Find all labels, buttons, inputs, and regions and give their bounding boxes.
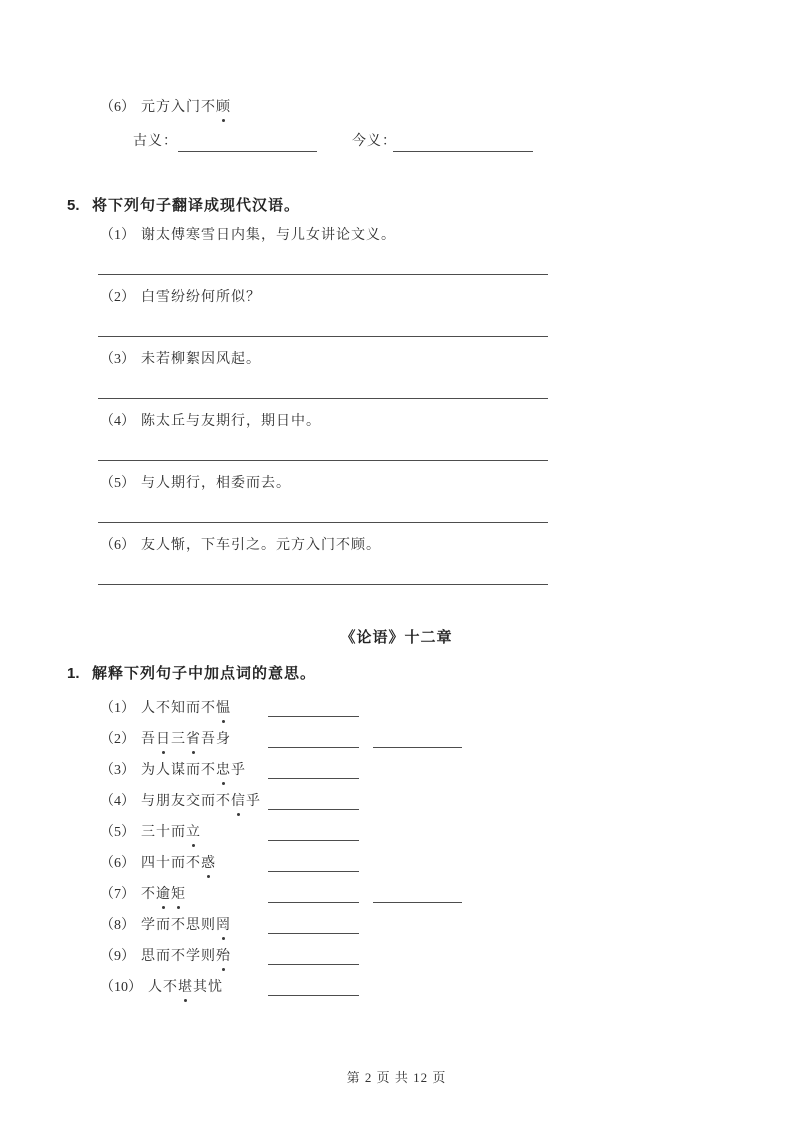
question-number: （7） — [100, 886, 135, 902]
question-number: （6） — [100, 538, 135, 553]
section1-heading — [67, 664, 316, 684]
question-number: （5） — [100, 824, 135, 840]
question-number: （10） — [100, 979, 142, 995]
definition-question — [100, 879, 552, 910]
question4-subitem-6 — [100, 98, 231, 118]
question-text: 元方入门不顾 — [141, 100, 231, 115]
answer-blank — [268, 964, 359, 965]
question-number: （6） — [100, 855, 135, 871]
answer-blank — [268, 871, 359, 872]
definition-question — [100, 941, 552, 972]
question-number: （6） — [100, 100, 135, 115]
question-text: 白雪纷纷何所似？ — [141, 290, 261, 305]
question-text: 不逾矩 — [141, 887, 186, 902]
question-text: 四十而不惑 — [141, 856, 216, 871]
answer-blank — [268, 840, 359, 841]
question-text: 与人期行，相委而去。 — [141, 476, 291, 491]
question-text: 人不堪其忧 — [148, 980, 223, 995]
definition-question — [100, 972, 552, 1003]
answer-blank — [268, 778, 359, 779]
section-number: 1. — [67, 665, 80, 682]
answer-blank — [268, 995, 359, 996]
question-text: 与朋友交而不信乎 — [141, 794, 261, 809]
translation-question — [100, 288, 552, 350]
translation-question — [100, 226, 552, 288]
section5-heading — [67, 196, 300, 216]
modern-meaning-blank — [393, 151, 533, 152]
question-text: 吾日三省吾身 — [141, 732, 231, 747]
definition-question — [100, 910, 552, 941]
definition-question — [100, 755, 552, 786]
question-text: 谢太傅寒雪日内集，与儿女讲论文义。 — [141, 228, 396, 243]
definition-question-list — [100, 693, 552, 1003]
section-title: 将下列句子翻译成现代汉语。 — [92, 197, 301, 214]
answer-blank — [268, 716, 359, 717]
question-number: （9） — [100, 948, 135, 964]
question-text: 为人谋而不忠乎 — [141, 763, 246, 778]
question-text: 未若柳絮因风起。 — [141, 352, 261, 367]
answer-line — [98, 274, 548, 275]
question-number: （5） — [100, 476, 135, 491]
ancient-modern-meaning-row — [133, 132, 583, 152]
answer-blank — [268, 809, 359, 810]
answer-line — [98, 584, 548, 585]
translation-question — [100, 350, 552, 412]
definition-question — [100, 693, 552, 724]
question-number: （4） — [100, 414, 135, 429]
question-text: 思而不学则殆 — [141, 949, 231, 964]
question-text: 友人惭，下车引之。元方入门不顾。 — [141, 538, 381, 553]
answer-blank-2 — [373, 747, 462, 748]
translation-question — [100, 474, 552, 536]
definition-question — [100, 724, 552, 755]
question-number: （2） — [100, 731, 135, 747]
answer-line — [98, 398, 548, 399]
question-number: （3） — [100, 762, 135, 778]
answer-line — [98, 336, 548, 337]
ancient-meaning-label: 古义： — [133, 134, 178, 149]
definition-question — [100, 848, 552, 879]
page-footer: 第 2 页 共 12 页 — [346, 1070, 447, 1085]
translation-question — [100, 412, 552, 474]
modern-meaning-label: 今义： — [352, 134, 397, 149]
answer-blank — [268, 902, 359, 903]
question-text: 陈太丘与友期行，期日中。 — [141, 414, 321, 429]
question-number: （1） — [100, 700, 135, 716]
question-text: 三十而立 — [141, 825, 201, 840]
definition-question — [100, 786, 552, 817]
answer-blank — [268, 747, 359, 748]
ancient-meaning-blank — [178, 151, 317, 152]
answer-blank-2 — [373, 902, 462, 903]
section-title: 解释下列句子中加点词的意思。 — [92, 665, 317, 682]
answer-line — [98, 460, 548, 461]
question-number: （4） — [100, 793, 135, 809]
question-number: （2） — [100, 290, 135, 305]
translation-question — [100, 536, 552, 598]
question-number: （8） — [100, 917, 135, 933]
question-text: 人不知而不愠 — [141, 701, 231, 716]
translation-question-list — [100, 226, 552, 598]
answer-blank — [268, 933, 359, 934]
chapter-title: 《论语》十二章 — [340, 629, 453, 646]
question-number: （3） — [100, 352, 135, 367]
question-text: 学而不思则罔 — [141, 918, 231, 933]
section-number: 5. — [67, 197, 80, 214]
question-number: （1） — [100, 228, 135, 243]
definition-question — [100, 817, 552, 848]
answer-line — [98, 522, 548, 523]
